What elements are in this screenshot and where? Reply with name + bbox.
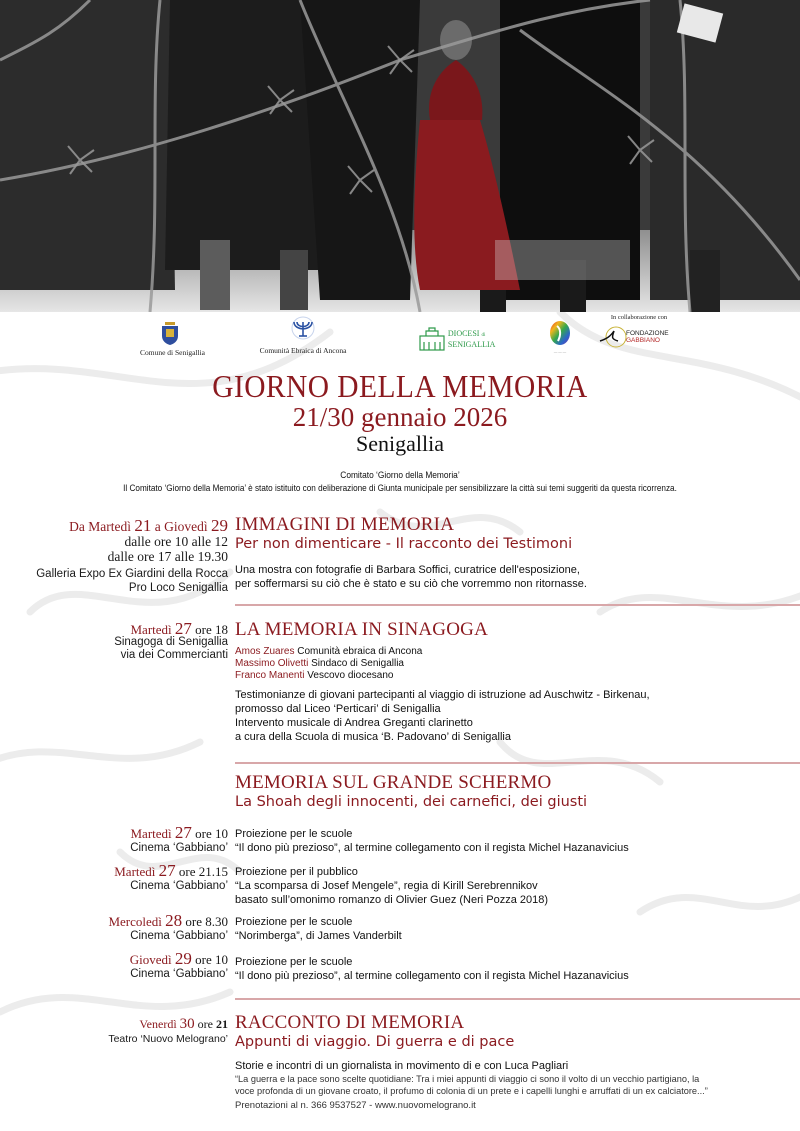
screening-time-label: ore — [195, 952, 212, 967]
logo-comunita-ebraica — [258, 316, 348, 355]
immagini-text-2: per soffermarsi su ciò che è stato e su ciò che vorremmo non ritornasse. — [235, 578, 587, 590]
screening-place: Cinema ‘Gabbiano’ — [130, 968, 228, 980]
schermo-title: MEMORIA SUL GRANDE SCHERMO — [235, 772, 552, 793]
logo-comunita-label: Comunità Ebraica di Ancona — [259, 346, 347, 355]
program-line: a cura della Scuola di musica ‘B. Padovano’ di Senigallia — [235, 731, 511, 743]
screening-line: Proiezione per le scuole — [235, 916, 353, 928]
sinagoga-place-2: via dei Commercianti — [120, 649, 228, 661]
immagini-details — [235, 514, 587, 591]
logo-fondazione-gabbiano — [594, 314, 684, 349]
cathedral-icon — [418, 326, 446, 352]
sinagoga-time: ore 18 — [195, 622, 228, 637]
event-dates: 21/30 gennaio 2026 — [292, 402, 508, 432]
program-line: Testimonianze di giovani partecipanti al viaggio di istruzione ad Auschwitz - Birkenau, — [235, 689, 650, 701]
sinagoga-day: Martedì — [130, 622, 172, 637]
speaker-name: Massimo Olivetti — [235, 658, 309, 669]
immagini-title: IMMAGINI DI MEMORIA — [235, 514, 455, 535]
screening-schedule — [114, 863, 228, 894]
racconto-quote-2: voce profonda di un giovane croato, il profumo di colonia di un prete e i capelli lunghi e arruffati di un ex calciatore...” — [235, 1086, 708, 1096]
racconto-booking: Prenotazioni al n. 366 9537527 - www.nuovomelograno.it — [235, 1100, 476, 1111]
hours-to: alle — [174, 549, 195, 564]
immagini-hours-1 — [36, 534, 228, 549]
screening-line: “Il dono più prezioso”, al termine collegamento con il regista Michel Hazanavicius — [235, 842, 629, 854]
hours-label: dalle ore — [124, 534, 172, 549]
sinagoga-speakers — [235, 646, 650, 682]
schermo-header — [235, 772, 587, 811]
schermo-subtitle: La Shoah degli innocenti, dei carnefici, dei giusti — [235, 794, 588, 810]
screening-details — [235, 865, 548, 907]
logo-scuola-small-text: — — — — [553, 350, 567, 354]
racconto-time: 21 — [216, 1017, 228, 1031]
immagini-subtitle: Per non dimenticare - Il racconto dei Testimoni — [235, 536, 573, 552]
menorah-icon — [288, 316, 318, 344]
logo-comune-label: Comune di Senigallia — [140, 348, 205, 357]
speaker-item — [235, 670, 650, 682]
sinagoga-details — [235, 619, 650, 744]
immagini-text-1: Una mostra con fotografie di Barbara Soffici, curatrice dell'esposizione, — [235, 564, 580, 576]
sinagoga-date — [114, 619, 228, 638]
committee-name: Comitato ‘Giorno della Memoria’ — [340, 470, 460, 481]
fondazione-line1: FONDAZIONE — [626, 330, 669, 337]
screening-place: Cinema ‘Gabbiano’ — [130, 842, 228, 854]
screening-time: 21.15 — [198, 864, 228, 879]
screening-day: Martedì — [130, 826, 172, 841]
screening-details — [235, 915, 402, 943]
committee-description: Il Comitato ‘Giorno della Memoria’ è stato istituito con deliberazione di Giunta municipale per sensibilizzare la città sui temi suggeriti da questa ricorrenza. — [123, 483, 677, 494]
screening-line: basato sull’omonimo romanzo di Olivier Guez (Neri Pozza 2018) — [235, 894, 549, 906]
sponsor-logos — [0, 312, 800, 367]
section-divider — [235, 604, 800, 606]
screening-line: Proiezione per il pubblico — [235, 866, 358, 878]
racconto-details — [235, 1012, 708, 1112]
screening-time-label: ore — [195, 826, 212, 841]
program-line: promosso dal Liceo ‘Perticari’ di Senigallia — [235, 703, 441, 715]
sinagoga-schedule — [114, 619, 228, 662]
screening-day: Giovedì — [129, 952, 172, 967]
screening-time-label: ore — [178, 864, 196, 879]
racconto-lead: Storie e incontri di un giornalista in movimento di e con Luca Pagliari — [235, 1060, 569, 1072]
collaboration-label: In collaborazione con — [610, 314, 668, 321]
racconto-day: Venerdì — [139, 1017, 177, 1031]
screening-schedule — [130, 951, 228, 982]
photo-people-walking-barbed-wire-icon — [0, 0, 800, 312]
screening-place: Cinema ‘Gabbiano’ — [130, 880, 228, 892]
program-line: Intervento musicale di Andrea Greganti clarinetto — [235, 717, 473, 729]
immagini-when-mid: a Giovedì — [154, 519, 208, 534]
coat-of-arms-icon — [159, 318, 181, 346]
racconto-schedule — [108, 1017, 228, 1047]
logo-diocesi — [418, 326, 498, 352]
immagini-schedule — [36, 518, 228, 595]
immagini-when-pre: Da Martedì — [69, 519, 131, 534]
screening-time: 10 — [215, 826, 228, 841]
hours-end: 12 — [214, 534, 228, 549]
immagini-day-end: 29 — [211, 516, 228, 535]
gull-icon — [598, 325, 628, 349]
sinagoga-day-number: 27 — [174, 619, 192, 638]
racconto-quote-1: “La guerra e la pace sono scelte quotidiane: Tra i miei appunti di viaggio ci sono il volto di un vecchio partigiano, la — [235, 1074, 700, 1084]
sinagoga-place-1: Sinagoga di Senigallia — [114, 636, 228, 648]
racconto-time-label: ore — [197, 1017, 213, 1031]
hours-start: 10 — [174, 534, 189, 549]
sinagoga-title: LA MEMORIA IN SINAGOGA — [235, 619, 488, 640]
logo-scuola-di-pace — [540, 320, 580, 354]
hours-to: alle — [191, 534, 212, 549]
hours-end: 19.30 — [197, 549, 228, 564]
racconto-subtitle: Appunti di viaggio. Di guerra e di pace — [235, 1034, 515, 1050]
screening-day-number: 27 — [158, 861, 176, 880]
screening-day-number: 28 — [165, 911, 183, 930]
screening-line: Proiezione per le scuole — [235, 828, 353, 840]
screening-time-label: ore — [185, 914, 202, 929]
racconto-day-number: 30 — [179, 1016, 195, 1032]
section-divider — [235, 998, 800, 1000]
screening-day: Mercoledì — [108, 914, 162, 929]
screening-details — [235, 955, 629, 983]
racconto-place: Teatro ‘Nuovo Melograno’ — [108, 1033, 228, 1045]
fondazione-line2: GABBIANO — [626, 337, 660, 344]
speaker-name: Amos Zuares — [235, 646, 295, 657]
screening-time: 8.30 — [205, 914, 228, 929]
logo-diocesi-label: DIOCESI di SENIGALLIA — [447, 329, 496, 349]
speaker-role: Comunità ebraica di Ancona — [297, 646, 423, 657]
racconto-title: RACCONTO DI MEMORIA — [235, 1012, 465, 1033]
hours-label: dalle ore — [107, 549, 155, 564]
immagini-dates — [36, 518, 228, 534]
sinagoga-program — [235, 688, 650, 744]
hours-start: 17 — [157, 549, 172, 564]
immagini-place-2: Pro Loco Senigallia — [128, 582, 228, 594]
hero-photo — [0, 0, 800, 312]
screening-schedule — [108, 913, 228, 944]
screening-details — [235, 827, 629, 855]
immagini-place-1: Galleria Expo Ex Giardini della Rocca — [36, 568, 228, 580]
screening-line: “Norimberga”, di James Vanderbilt — [235, 930, 402, 942]
screening-line: Proiezione per le scuole — [235, 956, 353, 968]
speaker-item — [235, 646, 650, 658]
screening-day-number: 27 — [174, 823, 192, 842]
speaker-item — [235, 658, 650, 670]
screening-line: “La scomparsa di Josef Mengele”, regia di Kirill Serebrennikov — [235, 880, 538, 892]
speaker-role: Sindaco di Senigallia — [311, 658, 404, 669]
logo-comune-di-senigallia — [140, 318, 205, 357]
screening-place: Cinema ‘Gabbiano’ — [130, 930, 228, 942]
screening-day-number: 29 — [174, 949, 192, 968]
speaker-name: Franco Manenti — [235, 670, 305, 681]
rainbow-dove-icon — [548, 320, 572, 348]
screening-time: 10 — [215, 952, 228, 967]
event-city: Senigallia — [356, 431, 444, 456]
immagini-day-start: 21 — [134, 516, 152, 535]
section-divider — [235, 762, 800, 764]
page-title: GIORNO DELLA MEMORIA — [212, 368, 588, 404]
screening-line: “Il dono più prezioso”, al termine collegamento con il regista Michel Hazanavicius — [235, 970, 629, 982]
speaker-role: Vescovo diocesano — [307, 670, 394, 681]
screening-schedule — [130, 825, 228, 856]
immagini-hours-2 — [36, 549, 228, 564]
screening-day: Martedì — [114, 864, 156, 879]
